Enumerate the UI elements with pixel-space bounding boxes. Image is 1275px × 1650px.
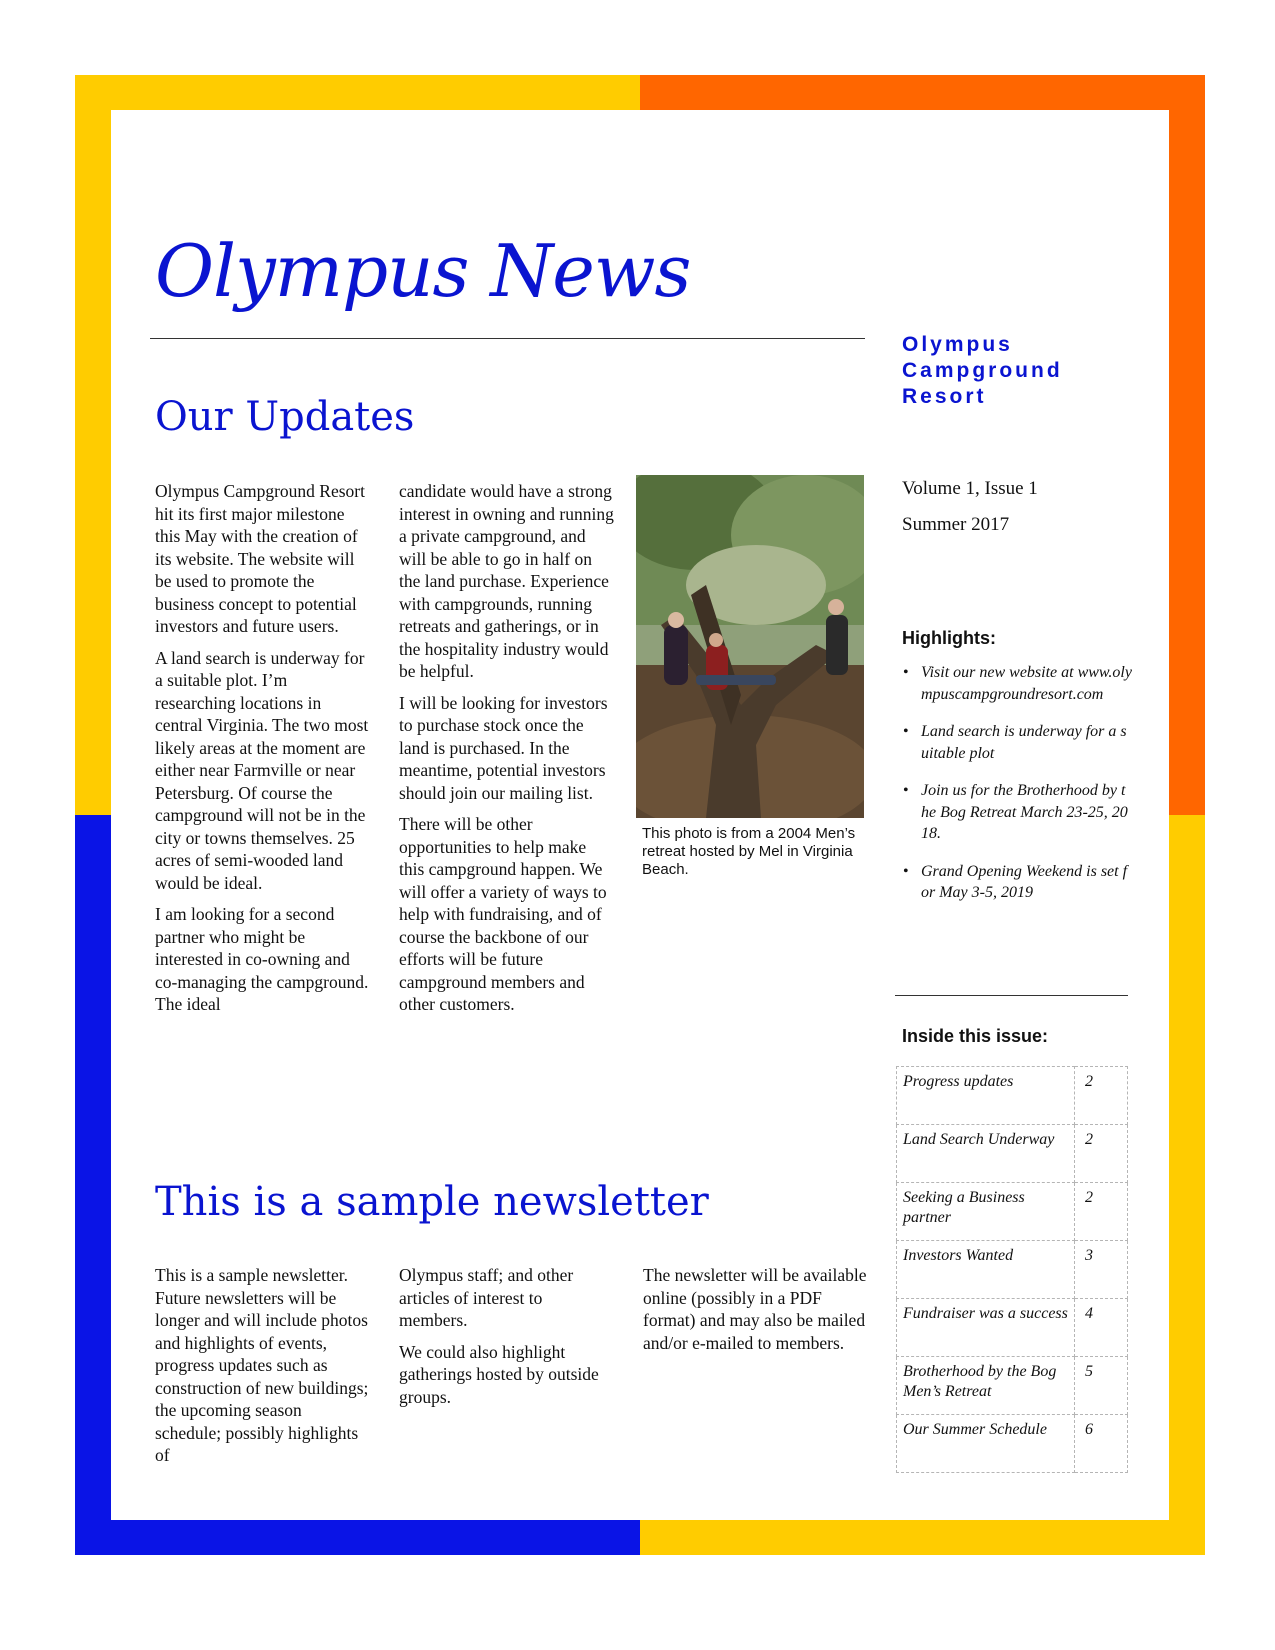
paragraph: I will be looking for investors to purchase stock once the land is purchased. In the meantime, potential investors should join our mailing list.	[399, 692, 608, 803]
paragraph: Olympus staff; and other articles of interest to members.	[399, 1265, 574, 1330]
paragraph: I am looking for a second partner who might be interested in co-owning and co-managing the campground. The ideal	[155, 904, 369, 1014]
sample-column-3	[643, 1264, 868, 1363]
toc-title: Seeking a Business partner	[897, 1183, 1075, 1241]
toc-title: Fundraiser was a success	[897, 1299, 1075, 1357]
section-heading-updates: Our Updates	[155, 394, 415, 440]
toc-page: 3	[1075, 1241, 1128, 1299]
highlight-item: • Visit our new website at www.olympuscampgroundresort.com	[902, 662, 1132, 705]
highlight-item: • Grand Opening Weekend is set for May 3-5, 2019	[902, 861, 1132, 904]
retreat-photo	[636, 475, 864, 818]
toc-title: Investors Wanted	[897, 1241, 1075, 1299]
frame-left-top	[75, 75, 111, 815]
highlights-list	[902, 662, 1132, 920]
toc-row	[897, 1125, 1128, 1183]
toc-heading: Inside this issue:	[902, 1026, 1049, 1046]
frame-bottom-right	[640, 1520, 1205, 1555]
toc-row	[897, 1183, 1128, 1241]
newsletter-title: Olympus News	[155, 229, 691, 313]
frame-top-left	[75, 75, 640, 110]
sample-column-1	[155, 1264, 370, 1476]
toc-page: 5	[1075, 1357, 1128, 1415]
paragraph: Olympus Campground Resort hit its first major milestone this May with the creation of its website. The website will be used to promote the business concept to potential investors and future users.	[155, 481, 365, 636]
photo-caption: This photo is from a 2004 Men’s retreat hosted by Mel in Virginia Beach.	[642, 825, 856, 878]
frame-left-bottom	[75, 815, 111, 1555]
paragraph: There will be other opportunities to help make this campground happen. We will offer a variety of ways to help with fundraising, and of course the backbone of our efforts will be future campground members and other customers.	[399, 814, 607, 1014]
toc-page: 6	[1075, 1415, 1128, 1473]
updates-column-1	[155, 480, 370, 1025]
paragraph: We could also highlight gatherings hosted by outside groups.	[399, 1341, 599, 1407]
toc-title: Land Search Underway	[897, 1125, 1075, 1183]
sample-column-2	[399, 1264, 614, 1417]
toc-title: Brotherhood by the Bog Men’s Retreat	[897, 1357, 1075, 1415]
toc-title: Our Summer Schedule	[897, 1415, 1075, 1473]
frame-bottom-left	[75, 1520, 640, 1555]
highlights-heading: Highlights:	[902, 628, 996, 648]
title-divider	[150, 338, 865, 339]
paragraph: This is a sample newsletter. Future newsletters will be longer and will include photos and highlights of events, progress updates such as construction of new buildings; the upcoming season schedule; possibly highlights of	[155, 1265, 369, 1465]
issue-season: Summer 2017	[902, 514, 1010, 535]
updates-column-2	[399, 480, 614, 1025]
frame-right-bottom	[1169, 815, 1205, 1555]
issue-volume: Volume 1, Issue 1	[902, 478, 1038, 499]
sidebar-divider	[895, 995, 1128, 996]
frame-right-top	[1169, 75, 1205, 815]
table-of-contents	[896, 1066, 1128, 1473]
toc-row	[897, 1241, 1128, 1299]
organization-name: Olympus Campground Resort	[902, 333, 1063, 408]
highlight-item: • Join us for the Brotherhood by the Bog Retreat March 23-25, 2018.	[902, 780, 1132, 845]
toc-page: 4	[1075, 1299, 1128, 1357]
section-heading-sample: This is a sample newsletter	[155, 1179, 709, 1225]
toc-row	[897, 1067, 1128, 1125]
paragraph: candidate would have a strong interest in owning and running a private campground, and will be able to go in half on the land purchase. Experience with campgrounds, running retreats and gatherings, or in the hospitality industry would be helpful.	[399, 481, 614, 681]
paragraph: The newsletter will be available online (possibly in a PDF format) and may also be mailed and/or e-mailed to members.	[643, 1265, 867, 1353]
paragraph: A land search is underway for a suitable plot. I’m researching locations in central Virginia. The two most likely areas at the moment are either near Farmville or near Petersburg. Of course the campground will not be in the city or towns themselves. 25 acres of semi-wooded land would be ideal.	[155, 647, 369, 893]
frame-top-right	[640, 75, 1205, 110]
toc-row	[897, 1415, 1128, 1473]
toc-page: 2	[1075, 1183, 1128, 1241]
toc-title: Progress updates	[897, 1067, 1075, 1125]
highlight-item: • Land search is underway for a suitable plot	[902, 721, 1132, 764]
toc-row	[897, 1299, 1128, 1357]
toc-row	[897, 1357, 1128, 1415]
toc-page: 2	[1075, 1125, 1128, 1183]
toc-page: 2	[1075, 1067, 1128, 1125]
